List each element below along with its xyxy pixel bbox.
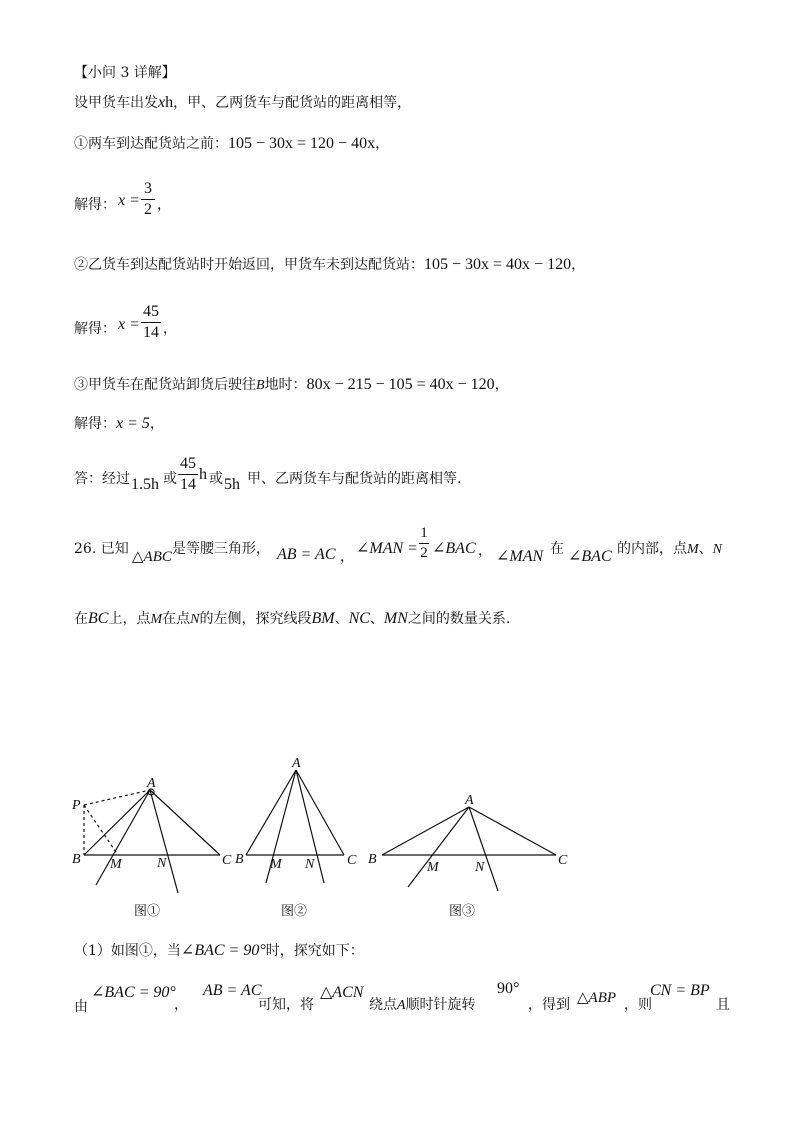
- fig1-line-AN: [150, 790, 178, 893]
- fig1-dashed-PA: [84, 790, 150, 805]
- part1-e2: AB = AC: [203, 982, 262, 999]
- separator: 、: [698, 541, 713, 557]
- fig3-line-AB: [382, 807, 469, 855]
- q26-eq2-left: ∠MAN =: [356, 540, 418, 557]
- text: 得到: [542, 997, 570, 1013]
- part1-text-t4: [528, 994, 570, 1014]
- solve3-label: 解得：: [74, 416, 116, 432]
- case1-end: ，: [375, 136, 390, 152]
- text: 在点: [162, 611, 191, 627]
- sub3-intro: [74, 95, 411, 111]
- answer-or1: 或: [163, 471, 177, 487]
- segment-BM: BM: [311, 610, 335, 627]
- fig2-label-C: C: [347, 853, 357, 868]
- q26-eq1: AB = AC: [277, 546, 336, 563]
- case1-line: [74, 136, 389, 152]
- solve3-value: x = 5: [116, 415, 150, 432]
- q26-triangle: △ABC: [132, 549, 172, 565]
- text: 时，探究如下：: [265, 943, 364, 959]
- text: 顺时针旋转: [405, 997, 476, 1013]
- answer-fraction: [178, 455, 198, 494]
- solve2-x: x =: [118, 316, 140, 333]
- separator: 、: [369, 611, 384, 627]
- fig2-label-B: B: [235, 852, 244, 867]
- q26-number: 26. 已知: [74, 541, 129, 557]
- part1-text-t6: 且: [716, 997, 730, 1013]
- part1-tri2: △ABP: [577, 990, 617, 1006]
- case3-line: [74, 377, 509, 393]
- case1-label: ①两车到达配货站之前：: [74, 136, 228, 152]
- fig2-line-AB: [246, 770, 296, 855]
- answer-or2: 或: [209, 471, 223, 487]
- frac-num: 1: [420, 525, 428, 541]
- fig1-label-P: P: [72, 798, 81, 813]
- text: （1）如图①，当: [74, 943, 181, 959]
- answer-t2-unit: h: [199, 466, 207, 483]
- condition: ∠BAC = 90°: [180, 942, 266, 959]
- q26-eq2-right: ∠BAC: [432, 540, 476, 557]
- text: 上，点: [108, 611, 151, 627]
- fig3-caption: 图③: [449, 904, 476, 919]
- geometry-figures: [0, 745, 800, 925]
- q26-text3: [617, 538, 722, 558]
- fig1-label-N: N: [157, 856, 167, 871]
- intro-text-end: ，甲、乙两货车与配货站的距离相等，: [173, 95, 412, 111]
- answer-text-end: 甲、乙两货车与配货站的距离相等.: [247, 471, 462, 487]
- fig1-label-B: B: [72, 852, 81, 867]
- q26-line2: [74, 611, 510, 627]
- fig1-caption: 图①: [134, 904, 161, 919]
- point-N: N: [712, 542, 723, 557]
- fig3-label-M: M: [427, 860, 439, 875]
- fig3-label-C: C: [558, 853, 568, 868]
- solve3-line: [74, 416, 164, 432]
- frac-num: 45: [143, 303, 159, 320]
- part1-text-t1: 可知，将: [258, 997, 314, 1013]
- solve2-label: 解得：: [74, 321, 116, 337]
- part1-text-t5: ，则: [624, 997, 652, 1013]
- comma: ，: [157, 197, 171, 213]
- q26-comma1: ，: [340, 549, 354, 565]
- solve1-label: 解得：: [74, 197, 116, 213]
- case3-equation: 80x − 215 − 105 = 40x − 120: [306, 376, 495, 393]
- fig3-line-AC: [469, 807, 556, 855]
- text: 在: [74, 611, 88, 627]
- intro-text: 设甲货车出发: [74, 95, 158, 111]
- point-M: M: [150, 612, 163, 627]
- frac-num: 3: [144, 180, 152, 197]
- fig1-line-AB: [84, 790, 150, 855]
- fig3-line-AN: [469, 807, 498, 891]
- part1-text-t2: [369, 994, 476, 1014]
- frac-den: 14: [143, 324, 159, 341]
- fig3-line-AM: [408, 807, 469, 887]
- sub3-heading: 【小问 3 详解】: [74, 65, 176, 81]
- case2-line: [74, 257, 585, 273]
- fig1-label-A: A: [147, 776, 156, 791]
- text: 绕点: [369, 997, 397, 1013]
- solve1-fraction: [141, 180, 155, 219]
- figure-2: [246, 770, 344, 883]
- point-B: B: [256, 378, 265, 393]
- frac-den: 2: [420, 545, 428, 561]
- frac-den: 14: [180, 476, 196, 493]
- separator: 、: [334, 611, 349, 627]
- comma: ，: [494, 377, 509, 393]
- figure-1: [84, 789, 220, 893]
- point-N: N: [190, 612, 200, 627]
- fig2-caption: 图②: [281, 904, 308, 919]
- q26-angle-bac: ∠BAC: [568, 548, 612, 565]
- comma: ，: [149, 416, 164, 432]
- point-A: A: [397, 998, 406, 1013]
- case2-label: ②乙货车到达配货站时开始返回，甲货车未到达配货站：: [74, 257, 424, 273]
- part1-e3: CN = BP: [650, 982, 710, 999]
- fig2-line-AC: [296, 770, 344, 855]
- frac-den: 2: [144, 201, 152, 218]
- frac-bar: [419, 543, 429, 544]
- part1-intro: [74, 943, 364, 959]
- comma: ，: [571, 257, 586, 273]
- segment-BC: BC: [88, 610, 109, 627]
- answer-t1: 1.5h: [131, 476, 159, 493]
- segment-MN: MN: [383, 610, 408, 627]
- q26-text2: 在: [550, 541, 564, 557]
- segment-NC: NC: [348, 610, 370, 627]
- fig1-label-C: C: [222, 853, 232, 868]
- q26-comma2: ，: [478, 543, 492, 559]
- q26-half: [419, 525, 429, 562]
- solve1-x: x =: [118, 192, 140, 209]
- case3-label-end: 地时：: [264, 377, 307, 393]
- part1-e1: ∠BAC = 90°: [91, 984, 176, 1001]
- comma: ，: [163, 321, 177, 337]
- point-M: M: [687, 542, 699, 557]
- fig3-label-A: A: [465, 793, 474, 808]
- q26-text3-a: 的内部，点: [617, 541, 687, 557]
- part1-c1: ，: [174, 997, 188, 1013]
- part1-tri: △ACN: [320, 984, 364, 1001]
- fig3-label-N: N: [475, 860, 485, 875]
- part1-text-a: 由: [74, 999, 88, 1015]
- frac-bar: [178, 474, 198, 475]
- fig2-label-M: M: [270, 857, 282, 872]
- case3-label: ③甲货车在配货站卸货后驶往: [74, 377, 256, 393]
- frac-num: 45: [180, 455, 196, 472]
- answer-t3: 5h: [224, 476, 240, 493]
- text: ，: [528, 997, 542, 1013]
- fig1-line-AC: [150, 790, 220, 855]
- fig3-label-B: B: [368, 852, 377, 867]
- text: 之间的数量关系.: [407, 611, 511, 627]
- fig1-label-M: M: [110, 857, 122, 872]
- figure-3: [382, 807, 556, 891]
- text: 的左侧，探究线段: [199, 611, 312, 627]
- answer-text: 答：经过: [74, 471, 130, 487]
- fig1-dashed-PM: [84, 805, 118, 855]
- var-x: x: [158, 94, 166, 111]
- solve2-fraction: [141, 303, 161, 342]
- fig2-label-A: A: [292, 756, 301, 771]
- frac-bar: [141, 322, 161, 323]
- frac-bar: [141, 199, 155, 200]
- q26-angle-man: ∠MAN: [496, 548, 544, 565]
- fig1-line-AM: [96, 790, 150, 885]
- case1-equation: 105 − 30x = 120 − 40x: [228, 135, 376, 152]
- part1-deg: 90°: [497, 980, 520, 997]
- fig2-label-N: N: [305, 857, 315, 872]
- case2-equation: 105 − 30x = 40x − 120: [424, 256, 572, 273]
- q26-text1: 是等腰三角形，: [172, 541, 270, 557]
- unit-h: h: [165, 94, 174, 111]
